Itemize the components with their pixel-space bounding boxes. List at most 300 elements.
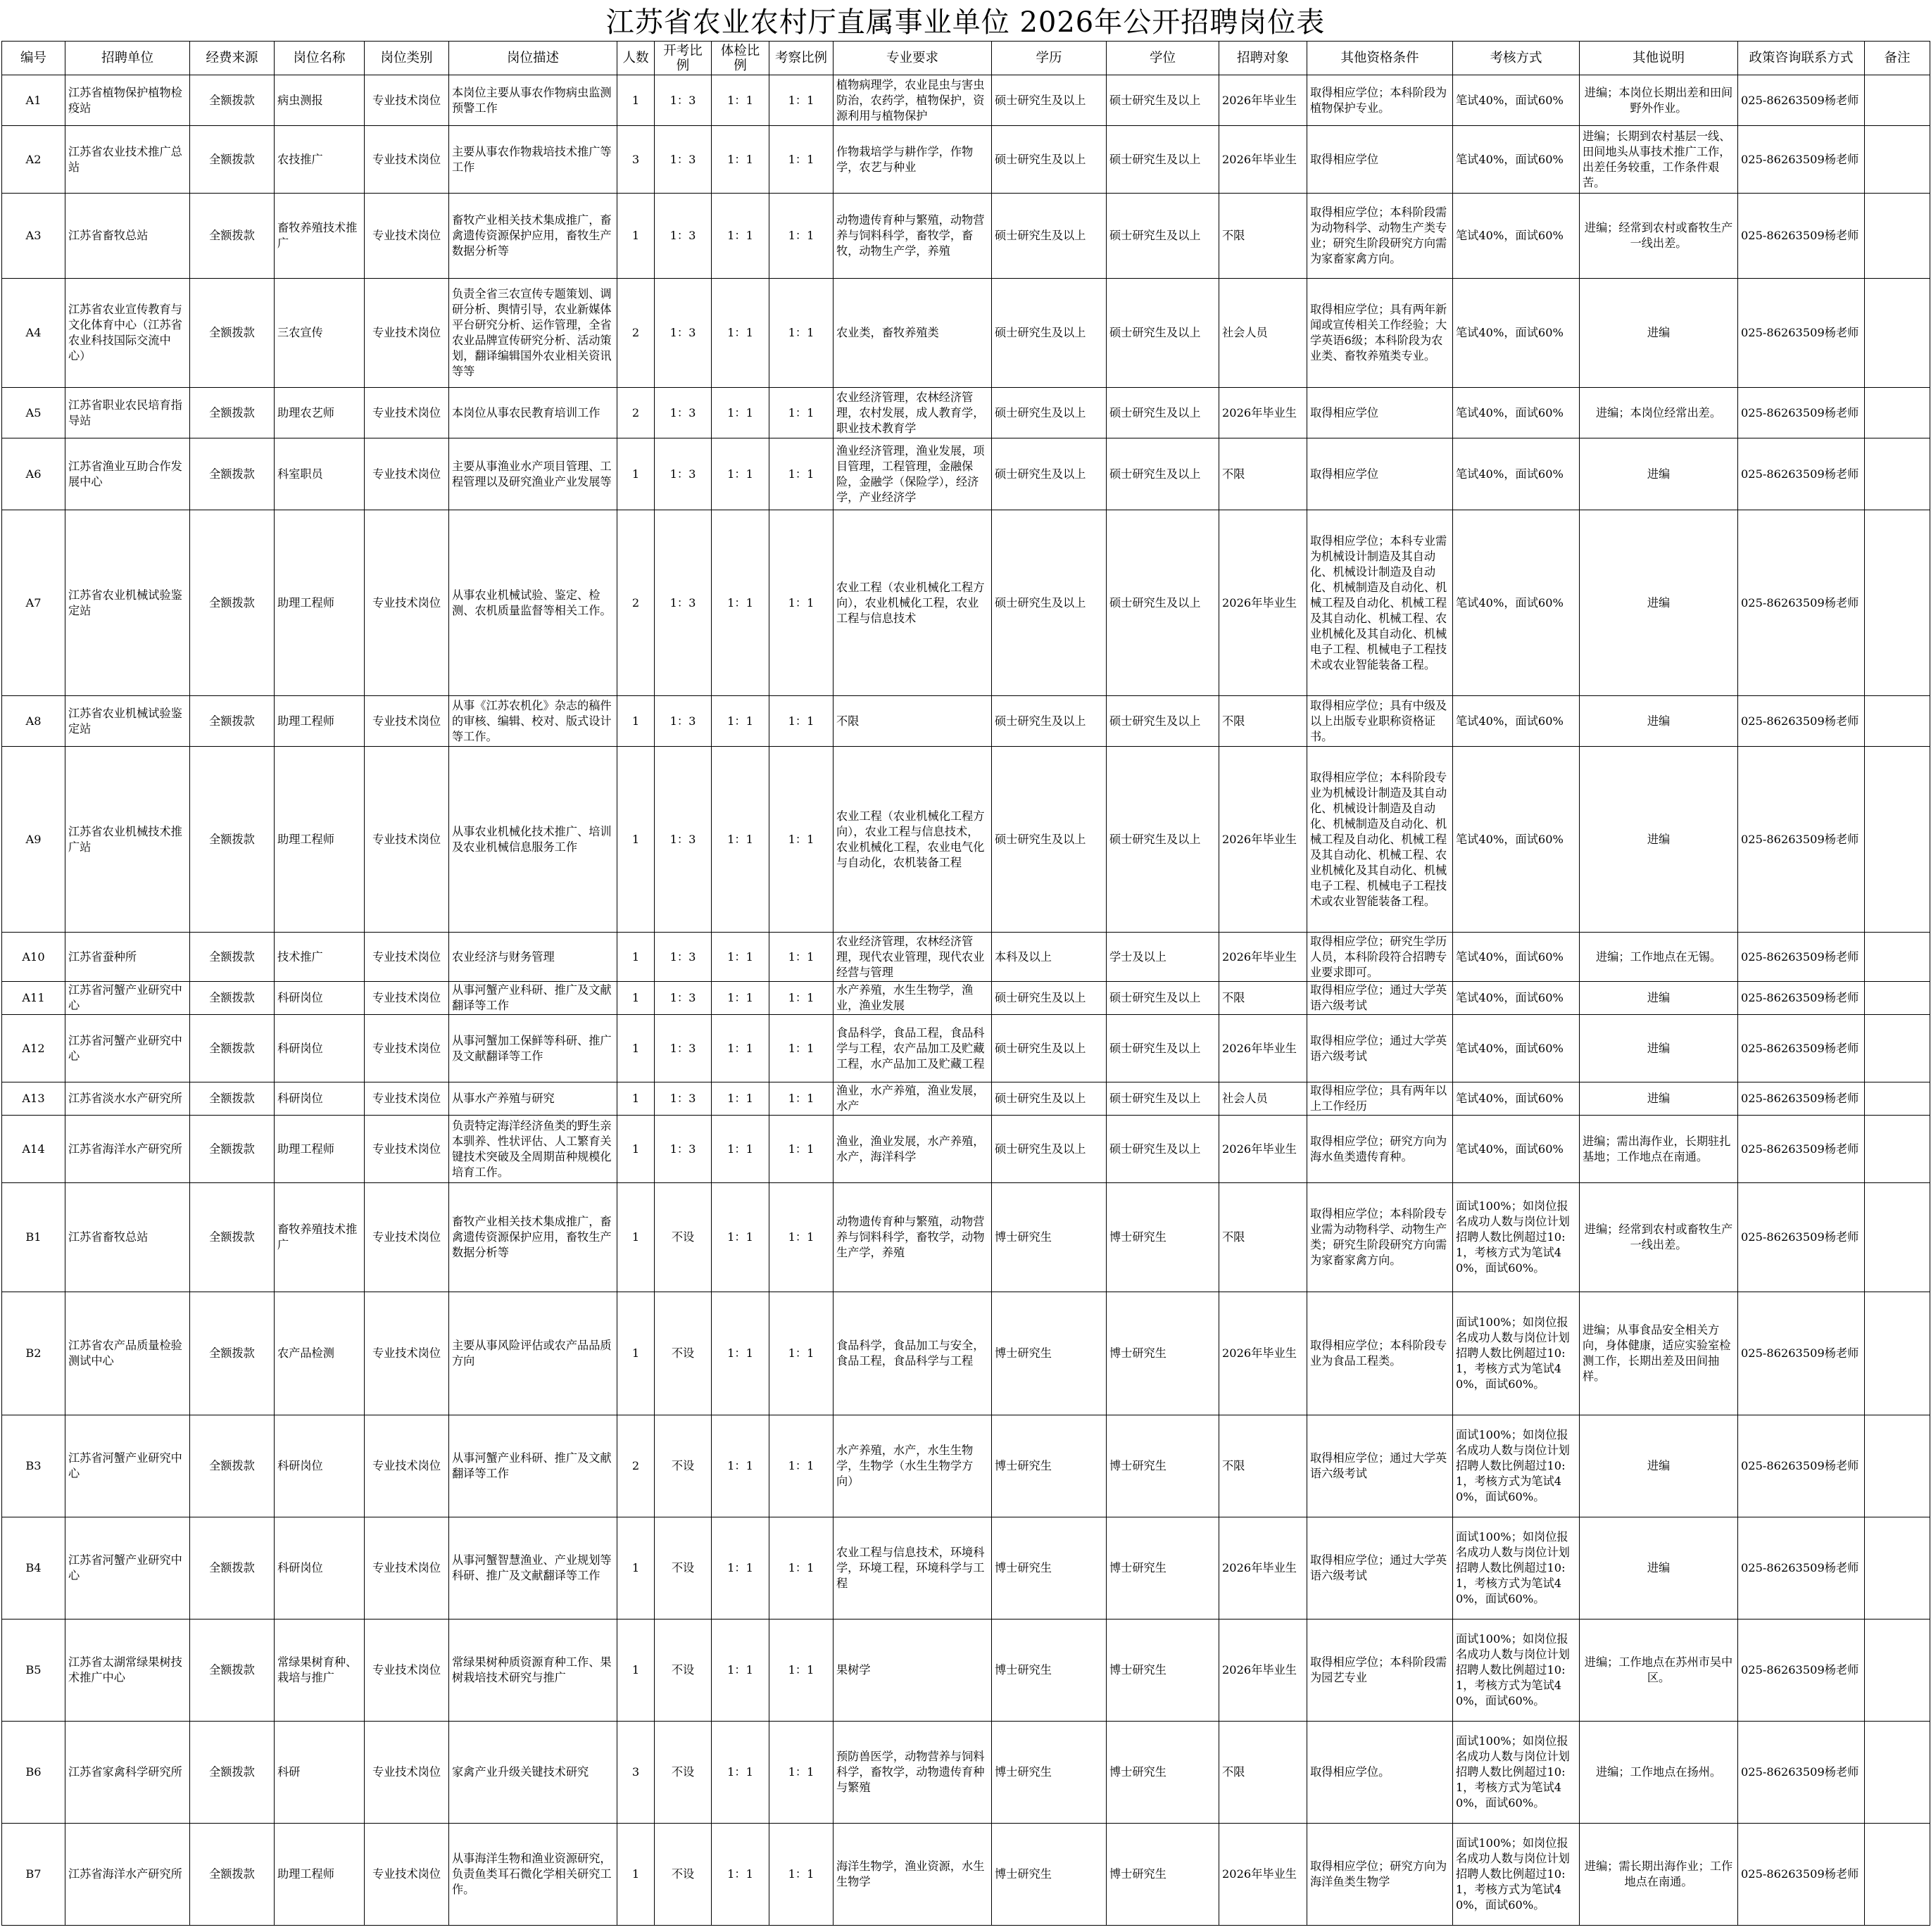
cell-physical-ratio: 1：1 [712, 126, 769, 194]
cell-degree: 硕士研究生及以上 [1107, 279, 1219, 388]
cell-contact: 025-86263509杨老师 [1738, 194, 1865, 279]
cell-assessment: 面试100%；如岗位报名成功人数与岗位计划招聘人数比例超过10:1，考核方式为笔试40%，面试60%。 [1453, 1824, 1580, 1926]
cell-remarks [1865, 982, 1930, 1015]
cell-count: 1 [617, 438, 655, 510]
cell-physical-ratio: 1：1 [712, 1292, 769, 1415]
cell-qualifications: 取得相应学位。 [1307, 1722, 1453, 1824]
cell-major: 农业工程（农业机械化工程方向），农业工程与信息技术，农业机械化工程，农业电气化与自动化，农机装备工程 [834, 747, 992, 933]
cell-notes: 进编；工作地点在苏州市吴中区。 [1580, 1620, 1738, 1722]
cell-contact: 025-86263509杨老师 [1738, 1824, 1865, 1926]
cell-inspection-ratio: 1：1 [769, 747, 834, 933]
cell-id: A12 [2, 1015, 65, 1082]
cell-remarks [1865, 194, 1930, 279]
cell-count: 1 [617, 933, 655, 982]
cell-education: 硕士研究生及以上 [992, 1015, 1107, 1082]
cell-education: 硕士研究生及以上 [992, 388, 1107, 438]
cell-contact: 025-86263509杨老师 [1738, 1620, 1865, 1722]
cell-physical-ratio: 1：1 [712, 1415, 769, 1517]
cell-description: 从事《江苏农机化》杂志的稿件的审核、编辑、校对、版式设计等工作。 [449, 696, 617, 747]
cell-description: 从事河蟹产业科研、推广及文献翻译等工作 [449, 982, 617, 1015]
cell-id: B5 [2, 1620, 65, 1722]
cell-major: 食品科学，食品工程，食品科学与工程，农产品加工及贮藏工程，水产品加工及贮藏工程 [834, 1015, 992, 1082]
cell-notes: 进编 [1580, 279, 1738, 388]
cell-physical-ratio: 1：1 [712, 982, 769, 1015]
cell-qualifications: 取得相应学位；具有两年新闻或宣传相关工作经验；大学英语6级；本科阶段为农业类、畜牧养殖类专业。 [1307, 279, 1453, 388]
cell-count: 2 [617, 279, 655, 388]
cell-id: A14 [2, 1116, 65, 1183]
cell-education: 硕士研究生及以上 [992, 126, 1107, 194]
cell-physical-ratio: 1：1 [712, 933, 769, 982]
cell-inspection-ratio: 1：1 [769, 696, 834, 747]
table-row [2, 982, 1930, 1015]
cell-exam-ratio: 1：3 [655, 1116, 712, 1183]
cell-id: A4 [2, 279, 65, 388]
cell-description: 从事河蟹加工保鲜等科研、推广及文献翻译等工作 [449, 1015, 617, 1082]
cell-inspection-ratio: 1：1 [769, 194, 834, 279]
cell-funding: 全额拨款 [190, 982, 275, 1015]
cell-inspection-ratio: 1：1 [769, 982, 834, 1015]
cell-target: 不限 [1219, 1415, 1307, 1517]
cell-id: A7 [2, 510, 65, 696]
cell-count: 1 [617, 1015, 655, 1082]
cell-target: 2026年毕业生 [1219, 388, 1307, 438]
cell-position: 畜牧养殖技术推广 [275, 194, 365, 279]
header-cell: 学历 [992, 42, 1107, 75]
cell-inspection-ratio: 1：1 [769, 933, 834, 982]
cell-major: 渔业，渔业发展，水产养殖，水产，海洋科学 [834, 1116, 992, 1183]
cell-inspection-ratio: 1：1 [769, 510, 834, 696]
cell-exam-ratio: 1：3 [655, 388, 712, 438]
cell-degree: 硕士研究生及以上 [1107, 696, 1219, 747]
cell-unit: 江苏省河蟹产业研究中心 [65, 1415, 190, 1517]
cell-target: 2026年毕业生 [1219, 126, 1307, 194]
cell-id: A11 [2, 982, 65, 1015]
cell-unit: 江苏省渔业互助合作发展中心 [65, 438, 190, 510]
cell-education: 硕士研究生及以上 [992, 747, 1107, 933]
cell-id: B1 [2, 1183, 65, 1292]
cell-inspection-ratio: 1：1 [769, 1082, 834, 1116]
cell-funding: 全额拨款 [190, 1620, 275, 1722]
cell-degree: 博士研究生 [1107, 1292, 1219, 1415]
cell-position: 科研 [275, 1722, 365, 1824]
table-row [2, 438, 1930, 510]
cell-funding: 全额拨款 [190, 1517, 275, 1620]
cell-inspection-ratio: 1：1 [769, 1292, 834, 1415]
cell-funding: 全额拨款 [190, 1116, 275, 1183]
cell-funding: 全额拨款 [190, 1415, 275, 1517]
cell-funding: 全额拨款 [190, 1082, 275, 1116]
cell-id: A1 [2, 75, 65, 126]
cell-remarks [1865, 75, 1930, 126]
cell-id: B3 [2, 1415, 65, 1517]
cell-category: 专业技术岗位 [365, 1015, 449, 1082]
cell-inspection-ratio: 1：1 [769, 126, 834, 194]
cell-inspection-ratio: 1：1 [769, 1620, 834, 1722]
cell-position: 农技推广 [275, 126, 365, 194]
cell-position: 科研岗位 [275, 1415, 365, 1517]
cell-qualifications: 取得相应学位；具有中级及以上出版专业职称资格证书。 [1307, 696, 1453, 747]
header-cell: 考察比例 [769, 42, 834, 75]
cell-description: 从事河蟹产业科研、推广及文献翻译等工作 [449, 1415, 617, 1517]
table-row [2, 1824, 1930, 1926]
cell-inspection-ratio: 1：1 [769, 1116, 834, 1183]
cell-qualifications: 取得相应学位；本科阶段需为动物科学、动物生产类专业；研究生阶段研究方向需为家畜家禽方向。 [1307, 194, 1453, 279]
cell-degree: 硕士研究生及以上 [1107, 1015, 1219, 1082]
cell-education: 本科及以上 [992, 933, 1107, 982]
cell-position: 助理工程师 [275, 510, 365, 696]
cell-exam-ratio: 1：3 [655, 747, 712, 933]
cell-description: 负责特定海洋经济鱼类的野生亲本驯养、性状评估、人工繁育关键技术突破及全周期苗种规模化培育工作。 [449, 1116, 617, 1183]
cell-count: 1 [617, 194, 655, 279]
cell-category: 专业技术岗位 [365, 1620, 449, 1722]
cell-notes: 进编；经常到农村或畜牧生产一线出差。 [1580, 194, 1738, 279]
header-row [2, 42, 1930, 75]
cell-unit: 江苏省畜牧总站 [65, 194, 190, 279]
cell-category: 专业技术岗位 [365, 933, 449, 982]
cell-funding: 全额拨款 [190, 438, 275, 510]
cell-description: 从事海洋生物和渔业资源研究，负责鱼类耳石微化学相关研究工作。 [449, 1824, 617, 1926]
page-title: 江苏省农业农村厅直属事业单位 2026年公开招聘岗位表 [605, 6, 1326, 39]
cell-funding: 全额拨款 [190, 933, 275, 982]
cell-description: 本岗位主要从事农作物病虫监测预警工作 [449, 75, 617, 126]
cell-position: 助理工程师 [275, 1824, 365, 1926]
cell-exam-ratio: 1：3 [655, 1015, 712, 1082]
cell-remarks [1865, 1082, 1930, 1116]
cell-contact: 025-86263509杨老师 [1738, 126, 1865, 194]
header-cell: 人数 [617, 42, 655, 75]
cell-position: 科研岗位 [275, 1082, 365, 1116]
cell-description: 主要从事农作物栽培技术推广等工作 [449, 126, 617, 194]
cell-description: 常绿果树种质资源育种工作、果树栽培技术研究与推广 [449, 1620, 617, 1722]
cell-qualifications: 取得相应学位；研究方向为海水鱼类遗传育种。 [1307, 1116, 1453, 1183]
cell-notes: 进编；长期到农村基层一线、田间地头从事技术推广工作，出差任务较重，工作条件艰苦。 [1580, 126, 1738, 194]
cell-count: 2 [617, 1415, 655, 1517]
cell-exam-ratio: 不设 [655, 1183, 712, 1292]
cell-education: 硕士研究生及以上 [992, 982, 1107, 1015]
cell-count: 1 [617, 747, 655, 933]
cell-unit: 江苏省植物保护植物检疫站 [65, 75, 190, 126]
table-row [2, 194, 1930, 279]
cell-position: 助理工程师 [275, 696, 365, 747]
cell-count: 2 [617, 388, 655, 438]
table-row [2, 388, 1930, 438]
cell-degree: 硕士研究生及以上 [1107, 1116, 1219, 1183]
cell-description: 从事农业机械化技术推广、培训及农业机械信息服务工作 [449, 747, 617, 933]
cell-physical-ratio: 1：1 [712, 75, 769, 126]
cell-id: A8 [2, 696, 65, 747]
cell-major: 水产养殖，水生生物学，渔业，渔业发展 [834, 982, 992, 1015]
header-cell: 开考比例 [655, 42, 712, 75]
cell-qualifications: 取得相应学位；具有两年以上工作经历 [1307, 1082, 1453, 1116]
cell-category: 专业技术岗位 [365, 75, 449, 126]
cell-target: 不限 [1219, 194, 1307, 279]
cell-notes: 进编；从事食品安全相关方向，身体健康，适应实验室检测工作，长期出差及田间抽样。 [1580, 1292, 1738, 1415]
cell-assessment: 笔试40%，面试60% [1453, 696, 1580, 747]
header-cell: 备注 [1865, 42, 1930, 75]
table-row [2, 696, 1930, 747]
cell-major: 植物病理学，农业昆虫与害虫防治，农药学，植物保护，资源利用与植物保护 [834, 75, 992, 126]
cell-inspection-ratio: 1：1 [769, 1824, 834, 1926]
cell-assessment: 面试100%；如岗位报名成功人数与岗位计划招聘人数比例超过10:1，考核方式为笔试40%，面试60%。 [1453, 1292, 1580, 1415]
cell-notes: 进编 [1580, 1015, 1738, 1082]
cell-major: 水产养殖，水产，水生生物学，生物学（水生生物学方向） [834, 1415, 992, 1517]
cell-physical-ratio: 1：1 [712, 194, 769, 279]
cell-assessment: 笔试40%，面试60% [1453, 1015, 1580, 1082]
cell-category: 专业技术岗位 [365, 438, 449, 510]
cell-major: 渔业经济管理，渔业发展，项目管理，工程管理，金融保险，金融学（保险学），经济学，产业经济学 [834, 438, 992, 510]
table-row [2, 1116, 1930, 1183]
cell-target: 社会人员 [1219, 279, 1307, 388]
cell-assessment: 笔试40%，面试60% [1453, 388, 1580, 438]
table-row [2, 747, 1930, 933]
cell-qualifications: 取得相应学位；研究生学历人员，本科阶段符合招聘专业要求即可。 [1307, 933, 1453, 982]
cell-degree: 硕士研究生及以上 [1107, 982, 1219, 1015]
cell-remarks [1865, 747, 1930, 933]
cell-education: 博士研究生 [992, 1824, 1107, 1926]
header-cell: 政策咨询联系方式 [1738, 42, 1865, 75]
cell-qualifications: 取得相应学位；通过大学英语六级考试 [1307, 1517, 1453, 1620]
cell-contact: 025-86263509杨老师 [1738, 1292, 1865, 1415]
header-cell: 其他资格条件 [1307, 42, 1453, 75]
cell-degree: 学士及以上 [1107, 933, 1219, 982]
cell-major: 动物遗传育种与繁殖，动物营养与饲料科学，畜牧学，动物生产学，养殖 [834, 1183, 992, 1292]
cell-degree: 硕士研究生及以上 [1107, 194, 1219, 279]
cell-exam-ratio: 不设 [655, 1517, 712, 1620]
cell-category: 专业技术岗位 [365, 1722, 449, 1824]
header-cell: 其他说明 [1580, 42, 1738, 75]
cell-unit: 江苏省农业机械技术推广站 [65, 747, 190, 933]
cell-physical-ratio: 1：1 [712, 696, 769, 747]
cell-major: 农业经济管理，农林经济管理，农村发展，成人教育学，职业技术教育学 [834, 388, 992, 438]
cell-target: 2026年毕业生 [1219, 1517, 1307, 1620]
cell-physical-ratio: 1：1 [712, 1183, 769, 1292]
header-cell: 经费来源 [190, 42, 275, 75]
cell-count: 1 [617, 1292, 655, 1415]
cell-target: 不限 [1219, 1722, 1307, 1824]
cell-count: 3 [617, 1722, 655, 1824]
cell-remarks [1865, 1824, 1930, 1926]
cell-category: 专业技术岗位 [365, 510, 449, 696]
cell-id: B6 [2, 1722, 65, 1824]
cell-degree: 硕士研究生及以上 [1107, 75, 1219, 126]
cell-target: 2026年毕业生 [1219, 933, 1307, 982]
cell-degree: 博士研究生 [1107, 1824, 1219, 1926]
cell-description: 家禽产业升级关键技术研究 [449, 1722, 617, 1824]
cell-unit: 江苏省海洋水产研究所 [65, 1824, 190, 1926]
cell-notes: 进编；经常到农村或畜牧生产一线出差。 [1580, 1183, 1738, 1292]
cell-exam-ratio: 不设 [655, 1415, 712, 1517]
cell-target: 不限 [1219, 982, 1307, 1015]
header-cell: 学位 [1107, 42, 1219, 75]
cell-physical-ratio: 1：1 [712, 388, 769, 438]
cell-category: 专业技术岗位 [365, 126, 449, 194]
cell-remarks [1865, 1415, 1930, 1517]
cell-id: B7 [2, 1824, 65, 1926]
cell-notes: 进编 [1580, 1517, 1738, 1620]
cell-education: 博士研究生 [992, 1415, 1107, 1517]
cell-degree: 博士研究生 [1107, 1517, 1219, 1620]
cell-unit: 江苏省河蟹产业研究中心 [65, 1517, 190, 1620]
cell-funding: 全额拨款 [190, 1722, 275, 1824]
cell-physical-ratio: 1：1 [712, 1620, 769, 1722]
header-cell: 招聘对象 [1219, 42, 1307, 75]
header-cell: 体检比例 [712, 42, 769, 75]
cell-remarks [1865, 388, 1930, 438]
cell-physical-ratio: 1：1 [712, 1517, 769, 1620]
cell-physical-ratio: 1：1 [712, 1082, 769, 1116]
cell-degree: 硕士研究生及以上 [1107, 388, 1219, 438]
cell-category: 专业技术岗位 [365, 1292, 449, 1415]
table-row [2, 1722, 1930, 1824]
cell-funding: 全额拨款 [190, 388, 275, 438]
cell-category: 专业技术岗位 [365, 194, 449, 279]
cell-assessment: 面试100%；如岗位报名成功人数与岗位计划招聘人数比例超过10:1，考核方式为笔试40%，面试60%。 [1453, 1620, 1580, 1722]
cell-id: A6 [2, 438, 65, 510]
cell-notes: 进编；需长期出海作业；工作地点在南通。 [1580, 1824, 1738, 1926]
cell-id: B2 [2, 1292, 65, 1415]
cell-remarks [1865, 933, 1930, 982]
cell-description: 畜牧产业相关技术集成推广，畜禽遗传资源保护应用，畜牧生产数据分析等 [449, 1183, 617, 1292]
cell-major: 动物遗传育种与繁殖，动物营养与饲料科学，畜牧学，畜牧，动物生产学，养殖 [834, 194, 992, 279]
cell-id: A3 [2, 194, 65, 279]
cell-position: 助理工程师 [275, 1116, 365, 1183]
cell-education: 博士研究生 [992, 1620, 1107, 1722]
cell-contact: 025-86263509杨老师 [1738, 438, 1865, 510]
cell-category: 专业技术岗位 [365, 1415, 449, 1517]
cell-contact: 025-86263509杨老师 [1738, 1116, 1865, 1183]
cell-qualifications: 取得相应学位；本科阶段专业为机械设计制造及其自动化、机械设计制造及自动化、机械制造及自动化、机械工程及自动化、机械工程及其自动化、机械工程、农业机械化及其自动化、机械电子工程、机械电子工程技术或农业智能装备工程。 [1307, 747, 1453, 933]
header-cell: 考核方式 [1453, 42, 1580, 75]
header-cell: 岗位描述 [449, 42, 617, 75]
cell-assessment: 笔试40%，面试60% [1453, 747, 1580, 933]
cell-major: 预防兽医学，动物营养与饲料科学，畜牧学，动物遗传育种与繁殖 [834, 1722, 992, 1824]
table-row [2, 1415, 1930, 1517]
cell-description: 从事农业机械试验、鉴定、检测、农机质量监督等相关工作。 [449, 510, 617, 696]
cell-assessment: 笔试40%，面试60% [1453, 510, 1580, 696]
cell-notes: 进编 [1580, 747, 1738, 933]
cell-funding: 全额拨款 [190, 1183, 275, 1292]
header-cell: 招聘单位 [65, 42, 190, 75]
cell-target: 2026年毕业生 [1219, 1620, 1307, 1722]
header-cell: 编号 [2, 42, 65, 75]
cell-education: 硕士研究生及以上 [992, 438, 1107, 510]
cell-assessment: 面试100%；如岗位报名成功人数与岗位计划招聘人数比例超过10:1，考核方式为笔试40%，面试60%。 [1453, 1183, 1580, 1292]
cell-assessment: 面试100%；如岗位报名成功人数与岗位计划招聘人数比例超过10:1，考核方式为笔试40%，面试60%。 [1453, 1415, 1580, 1517]
cell-funding: 全额拨款 [190, 1015, 275, 1082]
cell-physical-ratio: 1：1 [712, 1722, 769, 1824]
cell-exam-ratio: 1：3 [655, 279, 712, 388]
cell-physical-ratio: 1：1 [712, 279, 769, 388]
cell-count: 2 [617, 510, 655, 696]
cell-id: B4 [2, 1517, 65, 1620]
cell-count: 1 [617, 75, 655, 126]
cell-contact: 025-86263509杨老师 [1738, 982, 1865, 1015]
cell-physical-ratio: 1：1 [712, 747, 769, 933]
cell-description: 畜牧产业相关技术集成推广，畜禽遗传资源保护应用，畜牧生产数据分析等 [449, 194, 617, 279]
table-row [2, 933, 1930, 982]
header-cell: 岗位名称 [275, 42, 365, 75]
cell-major: 渔业，水产养殖，渔业发展，水产 [834, 1082, 992, 1116]
cell-degree: 博士研究生 [1107, 1183, 1219, 1292]
cell-exam-ratio: 不设 [655, 1620, 712, 1722]
cell-unit: 江苏省农业技术推广总站 [65, 126, 190, 194]
cell-education: 硕士研究生及以上 [992, 1116, 1107, 1183]
table-row [2, 1183, 1930, 1292]
cell-assessment: 笔试40%，面试60% [1453, 933, 1580, 982]
cell-contact: 025-86263509杨老师 [1738, 1415, 1865, 1517]
cell-education: 硕士研究生及以上 [992, 510, 1107, 696]
recruitment-table [1, 41, 1930, 1926]
cell-category: 专业技术岗位 [365, 1824, 449, 1926]
cell-major: 农业工程（农业机械化工程方向），农业机械化工程，农业工程与信息技术 [834, 510, 992, 696]
cell-exam-ratio: 1：3 [655, 75, 712, 126]
cell-unit: 江苏省海洋水产研究所 [65, 1116, 190, 1183]
table-row [2, 1082, 1930, 1116]
cell-assessment: 笔试40%，面试60% [1453, 982, 1580, 1015]
cell-inspection-ratio: 1：1 [769, 1183, 834, 1292]
cell-degree: 硕士研究生及以上 [1107, 438, 1219, 510]
cell-category: 专业技术岗位 [365, 279, 449, 388]
cell-category: 专业技术岗位 [365, 747, 449, 933]
cell-notes: 进编；工作地点在无锡。 [1580, 933, 1738, 982]
cell-assessment: 面试100%；如岗位报名成功人数与岗位计划招聘人数比例超过10:1，考核方式为笔试40%，面试60%。 [1453, 1722, 1580, 1824]
cell-education: 硕士研究生及以上 [992, 1082, 1107, 1116]
cell-contact: 025-86263509杨老师 [1738, 1517, 1865, 1620]
cell-funding: 全额拨款 [190, 126, 275, 194]
cell-id: A5 [2, 388, 65, 438]
cell-target: 不限 [1219, 1183, 1307, 1292]
cell-count: 1 [617, 1620, 655, 1722]
cell-funding: 全额拨款 [190, 696, 275, 747]
cell-target: 2026年毕业生 [1219, 1824, 1307, 1926]
cell-unit: 江苏省农产品质量检验测试中心 [65, 1292, 190, 1415]
cell-degree: 博士研究生 [1107, 1722, 1219, 1824]
cell-physical-ratio: 1：1 [712, 510, 769, 696]
cell-target: 2026年毕业生 [1219, 1292, 1307, 1415]
cell-assessment: 笔试40%，面试60% [1453, 279, 1580, 388]
cell-position: 科研岗位 [275, 1517, 365, 1620]
cell-education: 硕士研究生及以上 [992, 696, 1107, 747]
cell-assessment: 笔试40%，面试60% [1453, 1116, 1580, 1183]
cell-exam-ratio: 1：3 [655, 126, 712, 194]
cell-exam-ratio: 1：3 [655, 982, 712, 1015]
cell-position: 技术推广 [275, 933, 365, 982]
cell-id: A10 [2, 933, 65, 982]
cell-qualifications: 取得相应学位；本科阶段需为园艺专业 [1307, 1620, 1453, 1722]
cell-category: 专业技术岗位 [365, 388, 449, 438]
cell-major: 农业类，畜牧养殖类 [834, 279, 992, 388]
cell-position: 科室职员 [275, 438, 365, 510]
cell-description: 从事河蟹智慧渔业、产业规划等科研、推广及文献翻译等工作 [449, 1517, 617, 1620]
cell-description: 负责全省三农宣传专题策划、调研分析、舆情引导，农业新媒体平台研究分析、运作管理，全省农业品牌宣传研究分析、活动策划，翻译编辑国外农业相关资讯等等 [449, 279, 617, 388]
cell-major: 海洋生物学，渔业资源，水生生物学 [834, 1824, 992, 1926]
cell-assessment: 笔试40%，面试60% [1453, 438, 1580, 510]
cell-qualifications: 取得相应学位；本科专业需为机械设计制造及其自动化、机械设计制造及自动化、机械制造及自动化、机械工程及自动化、机械工程及其自动化、机械工程、农业机械化及其自动化、机械电子工程、机械电子工程技术或农业智能装备工程。 [1307, 510, 1453, 696]
cell-major: 食品科学，食品加工与安全，食品工程，食品科学与工程 [834, 1292, 992, 1415]
cell-description: 主要从事渔业水产项目管理、工程管理以及研究渔业产业发展等 [449, 438, 617, 510]
cell-assessment: 笔试40%，面试60% [1453, 1082, 1580, 1116]
cell-degree: 博士研究生 [1107, 1415, 1219, 1517]
cell-count: 1 [617, 1824, 655, 1926]
cell-degree: 硕士研究生及以上 [1107, 126, 1219, 194]
cell-major: 不限 [834, 696, 992, 747]
cell-id: A9 [2, 747, 65, 933]
cell-remarks [1865, 126, 1930, 194]
cell-major: 农业经济管理，农林经济管理，现代农业管理，现代农业经营与管理 [834, 933, 992, 982]
cell-qualifications: 取得相应学位 [1307, 126, 1453, 194]
cell-qualifications: 取得相应学位；通过大学英语六级考试 [1307, 1015, 1453, 1082]
cell-qualifications: 取得相应学位；本科阶段专业需为动物科学、动物生产类；研究生阶段研究方向需为家畜家禽方向。 [1307, 1183, 1453, 1292]
